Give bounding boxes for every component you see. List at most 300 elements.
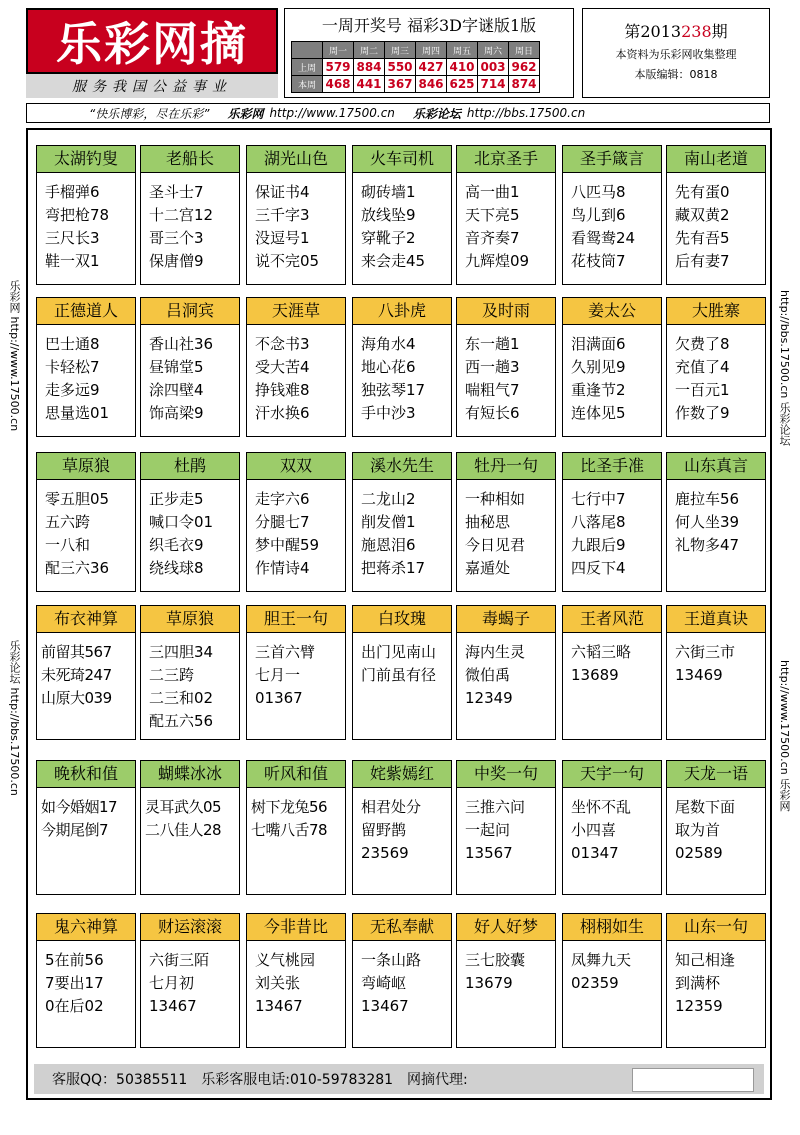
- card-line: 织毛衣9: [149, 536, 204, 554]
- card-title: 火车司机: [353, 146, 451, 173]
- puzzle-card: [140, 605, 240, 740]
- card-line: 鹿拉车56: [675, 490, 740, 508]
- card-title: 草原狼: [37, 453, 135, 480]
- card-line: 思量选01: [45, 404, 110, 422]
- card-line: 作情诗4: [255, 559, 310, 577]
- card-body: [247, 173, 345, 273]
- card-line: 看鸳鸯24: [571, 229, 636, 247]
- puzzle-card: [456, 297, 556, 437]
- card-line: 正步走5: [149, 490, 204, 508]
- draw-number: 579: [323, 59, 354, 76]
- card-line: 如今婚姻17: [41, 798, 118, 816]
- card-line: 挣钱难8: [255, 381, 310, 399]
- card-line: 今日见君: [465, 536, 526, 554]
- card-line: 西一趟3: [465, 358, 520, 376]
- card-line: 12359: [675, 997, 723, 1015]
- puzzle-card: [456, 452, 556, 592]
- card-line: 九跟后9: [571, 536, 626, 554]
- card-title: 草原狼: [141, 606, 239, 633]
- draw-number: 410: [447, 59, 478, 76]
- card-line: 藏双黄2: [675, 206, 730, 224]
- card-line: 二三和02: [149, 689, 214, 707]
- card-line: 绕线球8: [149, 559, 204, 577]
- card-line: 梦中醒59: [255, 536, 320, 554]
- card-body: [37, 325, 135, 425]
- card-line: 海角水4: [361, 335, 416, 353]
- card-line: 三七胶囊: [465, 951, 526, 969]
- card-line: 三推六问: [465, 798, 526, 816]
- card-body: [353, 788, 451, 865]
- card-line: 天下亮5: [465, 206, 520, 224]
- card-title: 天涯草: [247, 298, 345, 325]
- card-line: 后有妻7: [675, 252, 730, 270]
- card-title: 山东一句: [667, 914, 765, 941]
- puzzle-card: [36, 297, 136, 437]
- draw-number: 427: [416, 59, 447, 76]
- card-body: [457, 788, 555, 865]
- card-title: 杜鹃: [141, 453, 239, 480]
- card-line: 七月一: [255, 666, 301, 684]
- card-title: 正德道人: [37, 298, 135, 325]
- card-body: [141, 325, 239, 425]
- slogan-quote: “快乐博彩，尽在乐彩”: [89, 106, 210, 121]
- issue-suffix: 期: [711, 22, 728, 41]
- card-title: 布衣神算: [37, 606, 135, 633]
- puzzle-card: [246, 605, 346, 740]
- card-body: [457, 941, 555, 995]
- card-line: 说不完05: [255, 252, 320, 270]
- card-title: 王道真诀: [667, 606, 765, 633]
- weekday-header: 周日: [509, 42, 540, 59]
- puzzle-card: [36, 452, 136, 592]
- puzzle-card: [456, 145, 556, 285]
- puzzle-card: [246, 760, 346, 895]
- card-line: 三尺长3: [45, 229, 100, 247]
- puzzle-card: [666, 297, 766, 437]
- issue-panel: [582, 8, 770, 98]
- puzzle-card: [246, 297, 346, 437]
- puzzle-card: [140, 760, 240, 895]
- card-line: 鸟儿到6: [571, 206, 626, 224]
- card-line: 欠费了8: [675, 335, 730, 353]
- card-line: 把蒋杀17: [361, 559, 426, 577]
- puzzle-card: [352, 760, 452, 895]
- card-body: [667, 788, 765, 865]
- card-title: 鬼六神算: [37, 914, 135, 941]
- card-title: 大胜寨: [667, 298, 765, 325]
- draw-number: 874: [509, 76, 540, 93]
- card-line: 灵耳武久05: [145, 798, 222, 816]
- side-text-right-top: http://bbs.17500.cn 乐彩论坛: [778, 290, 791, 446]
- card-title: 湖光山色: [247, 146, 345, 173]
- puzzle-card: [352, 145, 452, 285]
- puzzle-card: [456, 913, 556, 1048]
- card-line: 涂四壁4: [149, 381, 204, 399]
- card-body: [353, 480, 451, 580]
- card-line: 山原大039: [41, 689, 112, 707]
- card-line: 弯崎岖: [361, 974, 407, 992]
- puzzle-card: [36, 605, 136, 740]
- card-line: 何人坐39: [675, 513, 740, 531]
- card-line: 13689: [571, 666, 619, 684]
- card-body: [563, 325, 661, 425]
- editor-label: 本版编辑：0818: [634, 68, 718, 81]
- draw-number: 367: [385, 76, 416, 93]
- card-line: 前留其567: [41, 643, 112, 661]
- card-line: 先有吾5: [675, 229, 730, 247]
- card-title: 王者风范: [563, 606, 661, 633]
- card-line: 留野鹊: [361, 821, 407, 839]
- draw-number: 846: [416, 76, 447, 93]
- card-title: 无私奉献: [353, 914, 451, 941]
- card-body: [667, 325, 765, 425]
- agent-label: 网摘代理:: [407, 1072, 468, 1088]
- card-line: 02589: [675, 844, 723, 862]
- card-line: 哥三个3: [149, 229, 204, 247]
- draw-number: 441: [354, 76, 385, 93]
- card-line: 汗水换6: [255, 404, 310, 422]
- card-title: 老船长: [141, 146, 239, 173]
- card-line: 三千字3: [255, 206, 310, 224]
- card-line: 鞋一双1: [45, 252, 100, 270]
- card-line: 知己相逢: [675, 951, 736, 969]
- card-line: 01347: [571, 844, 619, 862]
- card-body: [667, 480, 765, 557]
- card-line: 三首六臂: [255, 643, 316, 661]
- card-line: 没逗号1: [255, 229, 310, 247]
- card-line: 七月初: [149, 974, 195, 992]
- card-line: 重逢节2: [571, 381, 626, 399]
- card-title: 天宇一句: [563, 761, 661, 788]
- card-line: 抽秘思: [465, 513, 511, 531]
- puzzle-card: [246, 145, 346, 285]
- card-line: 0在后02: [45, 997, 104, 1015]
- puzzle-card: [666, 760, 766, 895]
- card-title: 蝴蝶冰冰: [141, 761, 239, 788]
- card-line: 13679: [465, 974, 513, 992]
- source-note: 本资料为乐彩网收集整理: [615, 48, 737, 61]
- card-body: [457, 480, 555, 580]
- card-line: 树下龙兔56: [251, 798, 328, 816]
- puzzle-card: [666, 913, 766, 1048]
- card-title: 栩栩如生: [563, 914, 661, 941]
- draw-number: 962: [509, 59, 540, 76]
- card-body: [247, 941, 345, 1018]
- card-line: 零五胆05: [45, 490, 110, 508]
- card-title: 八卦虎: [353, 298, 451, 325]
- draw-number: 714: [478, 76, 509, 93]
- card-line: 花枝筒7: [571, 252, 626, 270]
- card-line: 02359: [571, 974, 619, 992]
- card-body: [37, 633, 135, 710]
- weekday-header: 周二: [354, 42, 385, 59]
- card-line: 走字六6: [255, 490, 310, 508]
- card-line: 保证书4: [255, 183, 310, 201]
- card-line: 六街三市: [675, 643, 736, 661]
- service-phone: 乐彩客服电话:010-59783281: [201, 1072, 394, 1088]
- card-line: 有短长6: [465, 404, 520, 422]
- card-body: [353, 325, 451, 425]
- card-line: 作数了9: [675, 404, 730, 422]
- draw-number: 625: [447, 76, 478, 93]
- card-line: 弯把枪78: [45, 206, 110, 224]
- card-line: 礼物多47: [675, 536, 740, 554]
- issue-title: [583, 19, 769, 42]
- card-line: 二龙山2: [361, 490, 416, 508]
- weekday-header: 周一: [323, 42, 354, 59]
- card-line: 独弦琴17: [361, 381, 426, 399]
- puzzle-card: [36, 760, 136, 895]
- last-week-label: 上周: [292, 59, 323, 76]
- card-line: 刘关张: [255, 974, 301, 992]
- card-line: 六街三陌: [149, 951, 210, 969]
- puzzle-card: [352, 913, 452, 1048]
- agent-blank-box: [632, 1068, 754, 1092]
- card-line: 13467: [149, 997, 197, 1015]
- card-body: [141, 480, 239, 580]
- card-line: 喘粗气7: [465, 381, 520, 399]
- side-text-left-bottom: 乐彩论坛 http://bbs.17500.cn: [8, 640, 21, 796]
- card-title: 毒蝎子: [457, 606, 555, 633]
- card-title: 姜太公: [563, 298, 661, 325]
- this-week-label: 本周: [292, 76, 323, 93]
- card-line: 圣斗士7: [149, 183, 204, 201]
- card-line: 13469: [675, 666, 723, 684]
- card-title: 比圣手准: [563, 453, 661, 480]
- card-line: 四反下4: [571, 559, 626, 577]
- card-title: 溪水先生: [353, 453, 451, 480]
- card-line: 巴士通8: [45, 335, 100, 353]
- card-line: 喊口令01: [149, 513, 214, 531]
- card-line: 13467: [255, 997, 303, 1015]
- card-line: 相君处分: [361, 798, 422, 816]
- puzzle-card: [352, 452, 452, 592]
- card-title: 及时雨: [457, 298, 555, 325]
- card-line: 走多远9: [45, 381, 100, 399]
- card-line: 八落尾8: [571, 513, 626, 531]
- card-title: 胆王一句: [247, 606, 345, 633]
- puzzle-card: [352, 605, 452, 740]
- draw-number: 003: [478, 59, 509, 76]
- card-title: 吕洞宾: [141, 298, 239, 325]
- card-line: 连体见5: [571, 404, 626, 422]
- card-line: 13567: [465, 844, 513, 862]
- slogan-bar: [26, 103, 770, 123]
- card-title: 白玫瑰: [353, 606, 451, 633]
- logo-subtitle: 服务我国公益事业: [26, 74, 278, 98]
- card-line: 一百元1: [675, 381, 730, 399]
- card-body: [141, 788, 239, 842]
- card-line: 到满杯: [675, 974, 721, 992]
- puzzle-card: [352, 297, 452, 437]
- site-url[interactable]: http://www.17500.cn: [269, 106, 395, 120]
- issue-number: 238: [681, 22, 712, 41]
- puzzle-card: [562, 760, 662, 895]
- card-title: 牡丹一句: [457, 453, 555, 480]
- card-line: 13467: [361, 997, 409, 1015]
- card-line: 7要出17: [45, 974, 104, 992]
- puzzle-card: [562, 605, 662, 740]
- card-line: 砌砖墙1: [361, 183, 416, 201]
- card-line: 七行中7: [571, 490, 626, 508]
- card-title: 姹紫嫣红: [353, 761, 451, 788]
- card-body: [141, 941, 239, 1018]
- card-body: [667, 633, 765, 687]
- puzzle-card: [456, 760, 556, 895]
- card-line: 受大苦4: [255, 358, 310, 376]
- card-body: [37, 173, 135, 273]
- card-body: [353, 173, 451, 273]
- weekday-header: 周三: [385, 42, 416, 59]
- card-line: 手榴弹6: [45, 183, 100, 201]
- card-body: [667, 173, 765, 273]
- card-line: 5在前56: [45, 951, 104, 969]
- card-body: [37, 788, 135, 842]
- card-line: 尾数下面: [675, 798, 736, 816]
- card-line: 一条山路: [361, 951, 422, 969]
- card-title: 今非昔比: [247, 914, 345, 941]
- card-line: 七嘴八舌78: [251, 821, 328, 839]
- card-line: 十二宫12: [149, 206, 214, 224]
- card-line: 不念书3: [255, 335, 310, 353]
- card-line: 施恩泪6: [361, 536, 416, 554]
- side-text-right-bottom: http://www.17500.cn 乐彩网: [778, 660, 791, 812]
- card-body: [353, 941, 451, 1018]
- puzzle-card: [562, 452, 662, 592]
- puzzle-card: [562, 145, 662, 285]
- card-line: 小四喜: [571, 821, 617, 839]
- card-line: 凤舞九天: [571, 951, 632, 969]
- card-line: 充值了4: [675, 358, 730, 376]
- card-body: [457, 325, 555, 425]
- card-line: 海内生灵: [465, 643, 526, 661]
- card-body: [457, 633, 555, 710]
- card-body: [37, 941, 135, 1018]
- card-line: 门前虽有径: [361, 666, 437, 684]
- card-line: 一八和: [45, 536, 91, 554]
- side-text-left-top: 乐彩网 http://www.17500.cn: [8, 280, 21, 432]
- puzzle-card: [140, 145, 240, 285]
- card-line: 泪满面6: [571, 335, 626, 353]
- card-body: [563, 941, 661, 995]
- card-title: 好人好梦: [457, 914, 555, 941]
- logo-text: 乐彩网摘: [56, 17, 248, 71]
- card-line: 一起问: [465, 821, 511, 839]
- card-line: 卡轻松7: [45, 358, 100, 376]
- card-line: 来会走45: [361, 252, 426, 270]
- card-line: 一种相如: [465, 490, 526, 508]
- card-line: 手中沙3: [361, 404, 416, 422]
- card-body: [457, 173, 555, 273]
- puzzle-card: [140, 913, 240, 1048]
- card-title: 北京圣手: [457, 146, 555, 173]
- card-line: 01367: [255, 689, 303, 707]
- puzzle-card: [246, 913, 346, 1048]
- card-body: [563, 633, 661, 687]
- card-body: [247, 788, 345, 842]
- card-line: 饰高梁9: [149, 404, 204, 422]
- card-line: 12349: [465, 689, 513, 707]
- puzzle-card: [666, 452, 766, 592]
- puzzle-card: [562, 913, 662, 1048]
- puzzle-card: [562, 297, 662, 437]
- card-title: 南山老道: [667, 146, 765, 173]
- forum-url[interactable]: http://bbs.17500.cn: [466, 106, 586, 120]
- card-line: 地心花6: [361, 358, 416, 376]
- card-line: 久别见9: [571, 358, 626, 376]
- card-title: 双双: [247, 453, 345, 480]
- card-title: 听风和值: [247, 761, 345, 788]
- card-line: 九辉煌09: [465, 252, 530, 270]
- card-body: [563, 788, 661, 865]
- draw-number: 884: [354, 59, 385, 76]
- card-title: 太湖钓叟: [37, 146, 135, 173]
- weekday-header: 周五: [447, 42, 478, 59]
- card-line: 放线坠9: [361, 206, 416, 224]
- card-line: 香山社36: [149, 335, 214, 353]
- draw-number: 468: [323, 76, 354, 93]
- service-qq: 客服QQ：50385511: [52, 1072, 188, 1088]
- card-line: 嘉遁处: [465, 559, 511, 577]
- card-line: 东一趟1: [465, 335, 520, 353]
- puzzle-card: [140, 452, 240, 592]
- card-line: 八匹马8: [571, 183, 626, 201]
- card-body: [353, 633, 451, 687]
- card-line: 取为首: [675, 821, 721, 839]
- card-title: 圣手箴言: [563, 146, 661, 173]
- card-title: 天龙一语: [667, 761, 765, 788]
- card-body: [247, 480, 345, 580]
- puzzle-card: [140, 297, 240, 437]
- forum-name: 乐彩论坛: [412, 106, 461, 121]
- card-line: 高一曲1: [465, 183, 520, 201]
- logo: [26, 8, 278, 74]
- footer-bar: [34, 1064, 764, 1094]
- card-body: [247, 325, 345, 425]
- card-line: 五六跨: [45, 513, 91, 531]
- puzzle-card: [666, 145, 766, 285]
- card-line: 义气桃园: [255, 951, 316, 969]
- card-line: 未死琦247: [41, 666, 112, 684]
- card-body: [563, 173, 661, 273]
- card-line: 穿靴子2: [361, 229, 416, 247]
- card-line: 二八佳人28: [145, 821, 222, 839]
- draw-number: 550: [385, 59, 416, 76]
- card-line: 配五六56: [149, 712, 214, 730]
- issue-prefix: 第2013: [624, 22, 682, 41]
- puzzle-card: [246, 452, 346, 592]
- draw-title: 一周开奖号 福彩3D字谜版1版: [321, 16, 537, 35]
- corner-cell: [292, 42, 323, 59]
- weekday-header: 周六: [478, 42, 509, 59]
- card-title: 晚秋和值: [37, 761, 135, 788]
- puzzle-card: [36, 145, 136, 285]
- card-body: [141, 633, 239, 733]
- card-line: 坐怀不乱: [571, 798, 632, 816]
- card-title: 中奖一句: [457, 761, 555, 788]
- card-line: 削发僧1: [361, 513, 416, 531]
- card-line: 出门见南山: [361, 643, 437, 661]
- card-line: 保唐僧9: [149, 252, 204, 270]
- card-line: 分腿七7: [255, 513, 310, 531]
- weekday-header: 周四: [416, 42, 447, 59]
- draw-table: [291, 41, 540, 93]
- card-body: [37, 480, 135, 580]
- puzzle-card: [456, 605, 556, 740]
- weekly-draw-panel: [284, 8, 574, 98]
- card-line: 三四胆34: [149, 643, 214, 661]
- card-line: 配三六36: [45, 559, 110, 577]
